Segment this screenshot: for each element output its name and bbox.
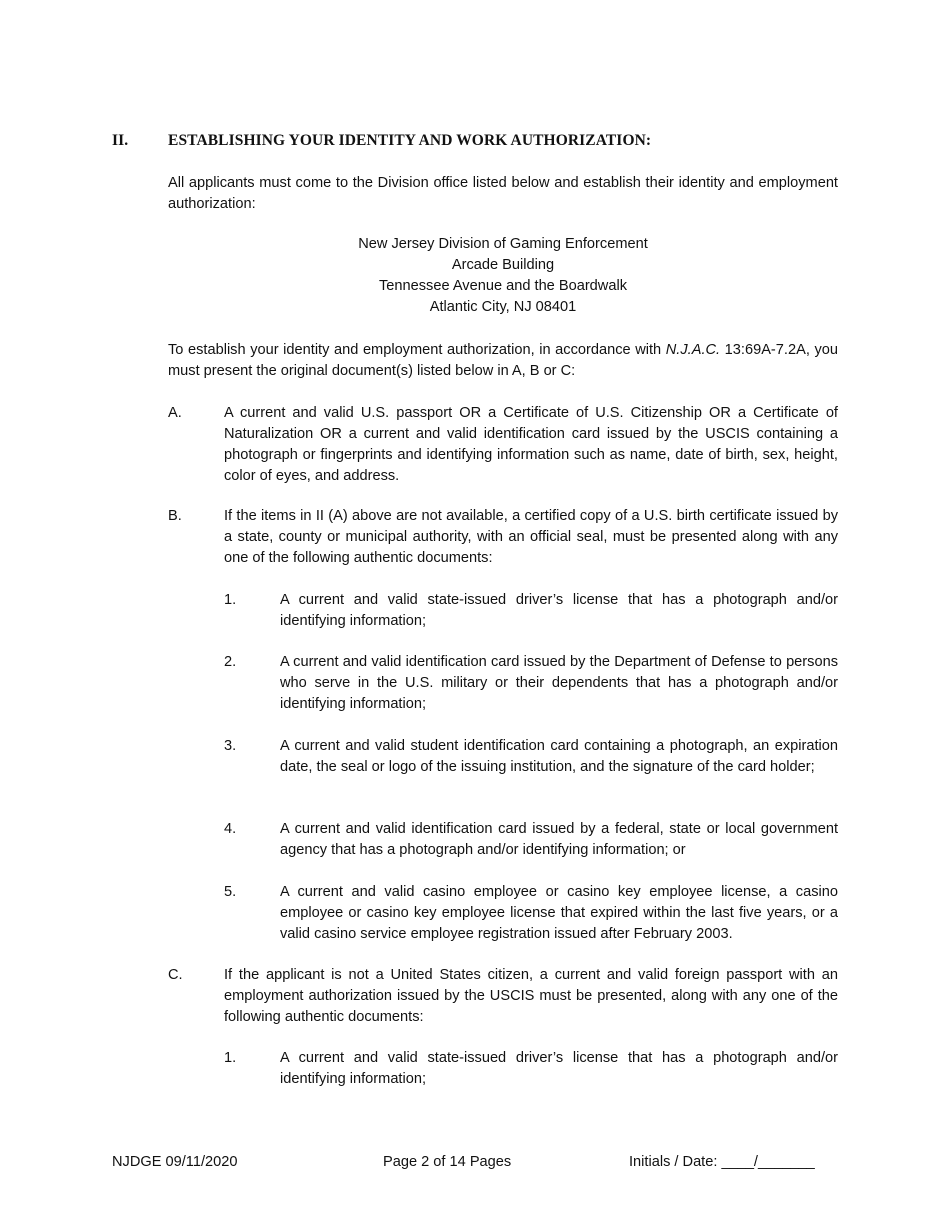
item-a-text: A current and valid U.S. passport OR a Certificate of U.S. Citizenship OR a Certificate of Naturalization OR a current and valid identification card issued by the USCIS containing a photograph or fingerprints and identifying information such as name, date of birth, sex, height, color of eyes, and address. [224, 405, 838, 484]
item-a-label: A. [168, 405, 182, 421]
section-title: ESTABLISHING YOUR IDENTITY AND WORK AUTHORIZATION: [168, 132, 652, 149]
address-line-4: Atlantic City, NJ 08401 [429, 299, 577, 315]
item-b3-label: 3. [224, 738, 237, 754]
item-b4-text: A current and valid identification card issued by a federal, state or local government agency that has a photograph and/or identifying information; or [280, 821, 838, 858]
footer-page-number: Page 2 of 14 Pages [383, 1154, 512, 1170]
intro-paragraph: All applicants must come to the Division office listed below and establish their identity and employment authorization: [168, 175, 838, 212]
footer-form-id: NJDGE 09/11/2020 [112, 1154, 238, 1170]
item-c-text: If the applicant is not a United States citizen, a current and valid foreign passport with an employment authorization issued by the USCIS must be presented, along with any one of the following authentic documents: [224, 967, 838, 1025]
establish-paragraph [168, 340, 838, 382]
address-line-3: Tennessee Avenue and the Boardwalk [378, 278, 627, 294]
item-c1-label: 1. [224, 1050, 237, 1066]
item-b5-label: 5. [224, 884, 237, 900]
item-b4-label: 4. [224, 821, 237, 837]
address-line-2: Arcade Building [451, 257, 555, 273]
item-c-label: C. [168, 967, 183, 983]
item-c1-text: A current and valid state-issued driver’s license that has a photograph and/or identifying information; [280, 1050, 838, 1087]
item-b5-text: A current and valid casino employee or casino key employee license, a casino employee or casino key employee license that expired within the last five years, or a valid casino service employee registration issued after February 2003. [280, 884, 838, 942]
item-b-text: If the items in II (A) above are not available, a certified copy of a U.S. birth certificate issued by a state, county or municipal authority, with an official seal, must be presented along with any one of the following authentic documents: [224, 508, 838, 566]
item-b2-text: A current and valid identification card issued by the Department of Defense to persons who serve in the U.S. military or their dependents that has a photograph and/or identifying information; [280, 654, 838, 712]
establish-text-after: 13:69A-7.2A, you must present the original document(s) listed below in A, B or C: [168, 342, 838, 379]
establish-text-before: To establish your identity and employment authorization, in accordance with [168, 342, 666, 358]
item-b1-text: A current and valid state-issued driver’s license that has a photograph and/or identifying information; [280, 592, 838, 629]
address-line-1: New Jersey Division of Gaming Enforcement [358, 236, 648, 252]
item-b2-label: 2. [224, 654, 237, 670]
footer-initials-date: Initials / Date: ____/_______ [629, 1154, 815, 1170]
section-number: II. [112, 132, 129, 149]
item-b-label: B. [168, 508, 182, 524]
item-b1-label: 1. [224, 592, 237, 608]
citation: N.J.A.C. [665, 342, 721, 358]
item-b3-text: A current and valid student identification card containing a photograph, an expiration date, the seal or logo of the issuing institution, and the signature of the card holder; [280, 738, 838, 775]
division-address [168, 234, 838, 318]
